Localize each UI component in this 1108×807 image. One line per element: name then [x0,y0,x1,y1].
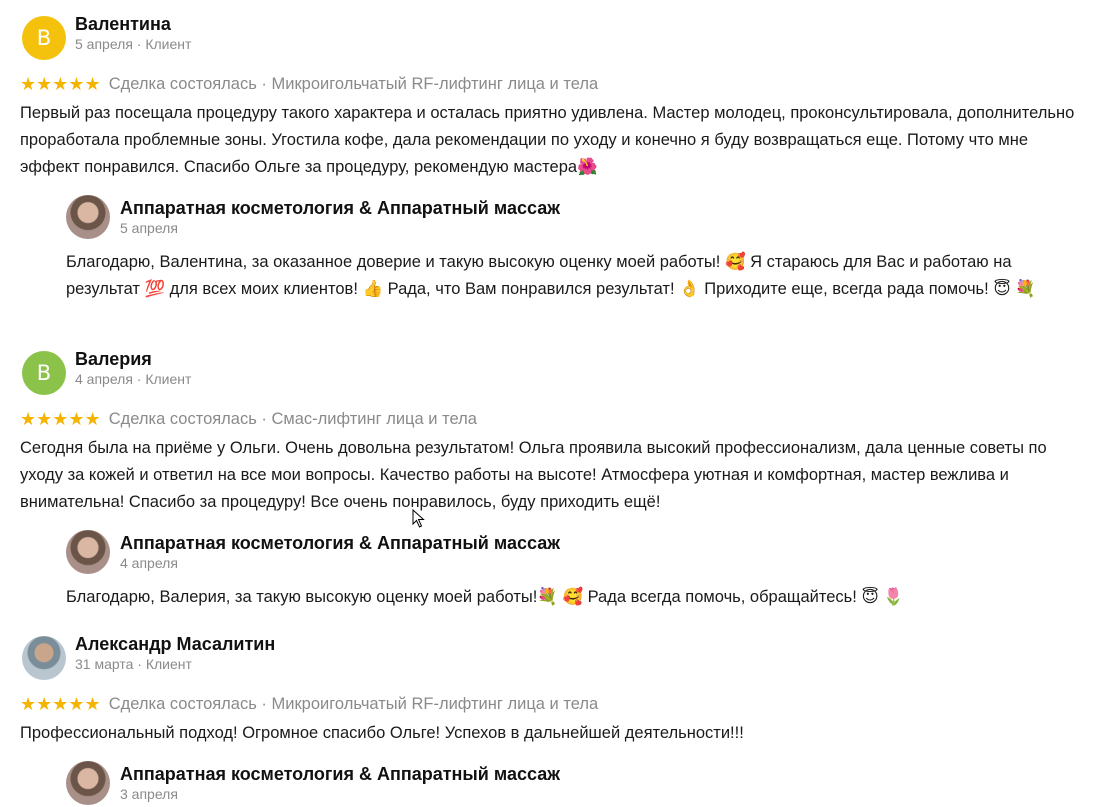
reply-header [66,761,1080,807]
review-text: Профессиональный подход! Огромное спасибо Ольге! Успехов в дальнейшей деятельности!!! [20,724,744,742]
reply-date: 3 апреля [120,786,178,802]
business-avatar[interactable] [66,530,110,574]
reply-date: 4 апреля [120,555,178,571]
avatar[interactable]: В [22,16,66,60]
mouse-cursor-icon [412,509,426,529]
review-header [20,14,1080,62]
review-meta: 4 апреля · Клиент [75,371,192,387]
rating-row [20,72,1080,96]
owner-reply [66,761,1080,807]
business-name[interactable]: Аппаратная косметология & Аппаратный массаж [120,533,560,553]
review-meta: 31 марта · Клиент [75,656,192,672]
owner-reply [66,195,1080,303]
reviewer-name[interactable]: Валентина [75,14,171,34]
review-header [20,349,1080,397]
reply-text: Благодарю, Валентина, за оказанное доверие и такую высокую оценку моей работы! 🥰 Я стараюсь для Вас и работаю на результат 💯 для всех моих клиентов! 👍 Рада, что Вам понравился результат! 👌 Приходите еще, всегда рада помочь! 😇 💐 [66,253,1036,298]
review-text: Первый раз посещала процедуру такого характера и осталась приятно удивлена. Мастер молодец, проконсультировала, дополнительно проработала проблемные зоны. Угостила кофе, дала рекомендации по уходу и конечно я буду возвращаться еще. Потому что мне эффект понравился. Спасибо Ольге за процедуру, рекомендую мастера🌺 [20,104,1075,176]
reply-header [66,195,1080,241]
reviewer-name[interactable]: Александр Масалитин [75,634,276,654]
reviewer-name[interactable]: Валерия [75,349,152,369]
rating-row [20,692,1080,716]
star-rating: ★★★★★ [20,74,101,94]
reply-header [66,530,1080,576]
star-rating: ★★★★★ [20,694,101,714]
rating-row [20,407,1080,431]
review-card [20,14,1080,303]
review-card [20,349,1080,611]
business-avatar[interactable] [66,195,110,239]
deal-info: Сделка состоялась · Микроигольчатый RF-лифтинг лица и тела [108,694,599,713]
review-card [20,634,1080,807]
owner-reply [66,530,1080,611]
deal-info: Сделка состоялась · Смас-лифтинг лица и тела [108,409,477,428]
business-name[interactable]: Аппаратная косметология & Аппаратный массаж [120,764,560,784]
review-text: Сегодня была на приёме у Ольги. Очень довольна результатом! Ольга проявила высокий профессионализм, дала ценные советы по уходу за кожей и ответил на все мои вопросы. Качество работы на высоте! Атмосфера уютная и комфортная, мастер вежлива и внимательна! Спасибо за процедуру! Все очень понравилось, буду приходить ещё! [20,439,1047,511]
star-rating: ★★★★★ [20,409,101,429]
review-header [20,634,1080,682]
business-avatar[interactable] [66,761,110,805]
reply-date: 5 апреля [120,220,178,236]
avatar[interactable] [22,636,66,680]
review-meta: 5 апреля · Клиент [75,36,192,52]
deal-info: Сделка состоялась · Микроигольчатый RF-лифтинг лица и тела [108,74,599,93]
avatar[interactable]: В [22,351,66,395]
business-name[interactable]: Аппаратная косметология & Аппаратный массаж [120,198,560,218]
reply-text: Благодарю, Валерия, за такую высокую оценку моей работы!💐 🥰 Рада всегда помочь, обращайтесь! 😇 🌷 [66,588,904,606]
